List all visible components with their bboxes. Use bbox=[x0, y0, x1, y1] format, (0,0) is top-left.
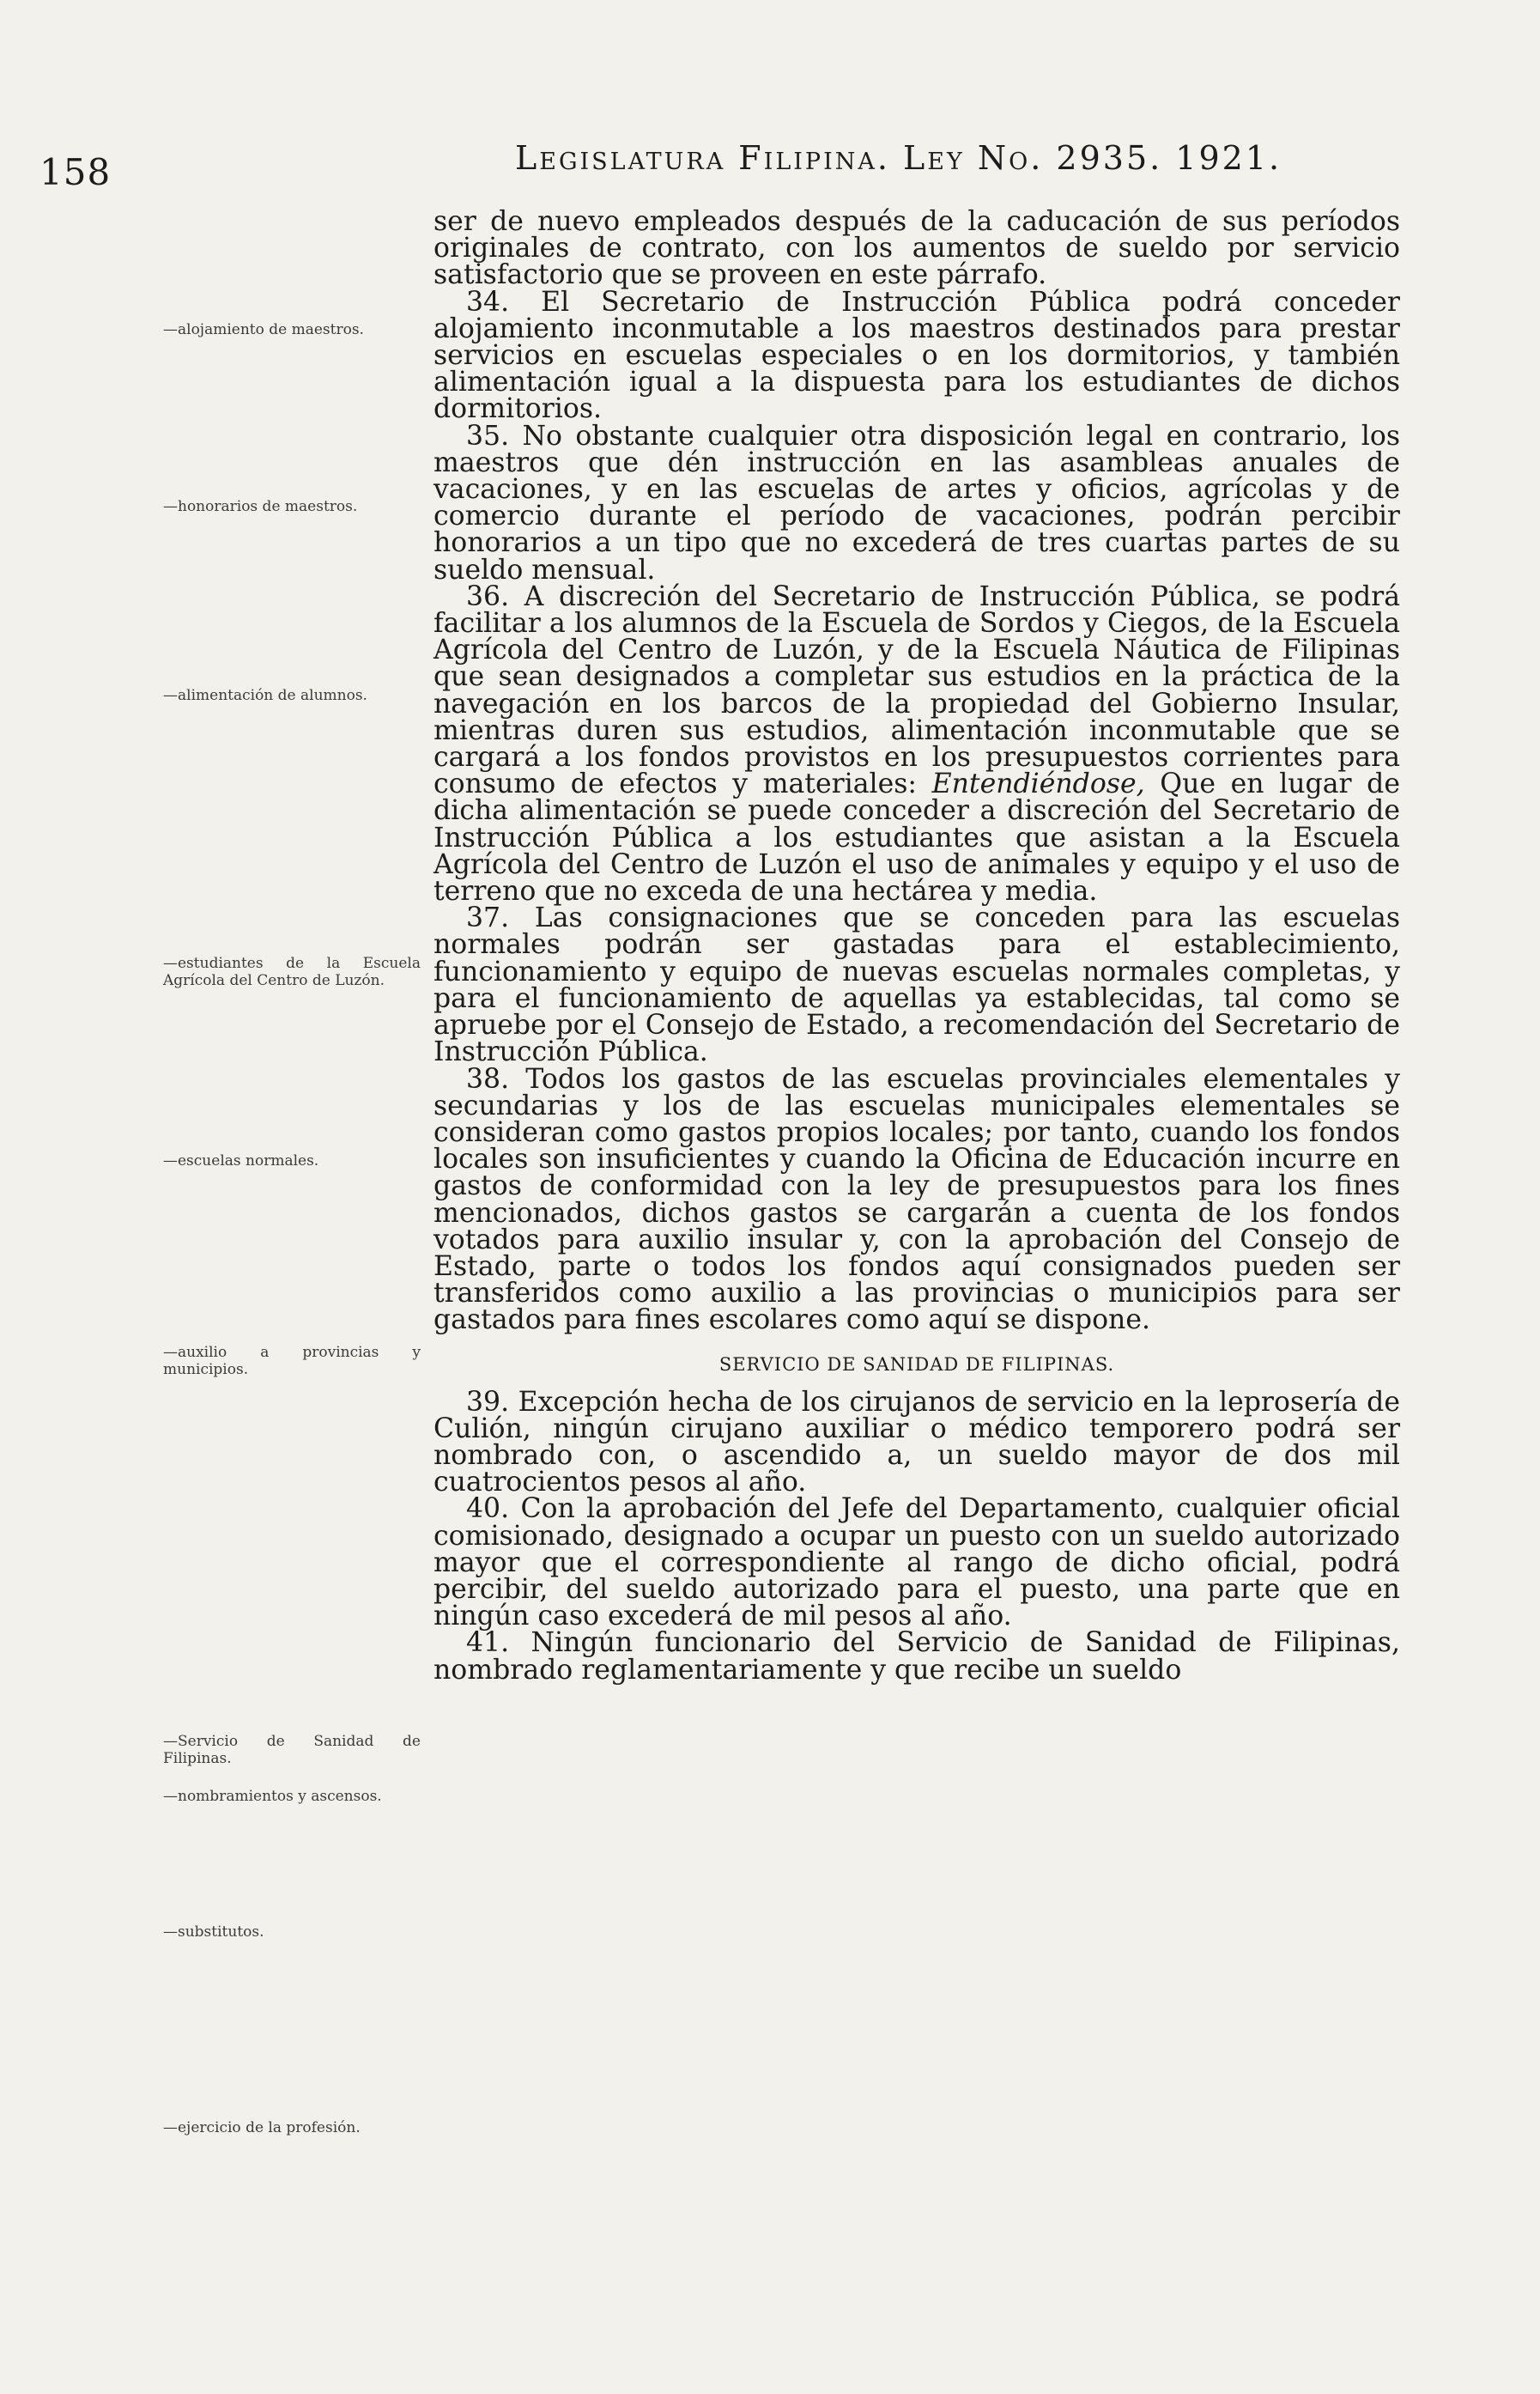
paragraph-36-part-a: 36. A discreción del Secretario de Instrucción Pública, se podrá facilitar a los alumnos de la Escuela de Sordos y Ciegos, de la Escuela Agrícola del Centro de Luzón, y de la Escuela Náutica de Filipinas que sean designados a completar sus estudios en la práctica de la navegación en los barcos de la propiedad del Gobierno Insular, mientras duren sus estudios, alimentación inconmutable que se cargará a los fondos provistos en los presupuestos corrientes para consumo de efectos y materiales: bbox=[434, 580, 1400, 800]
paragraph-38: 38. Todos los gastos de las escuelas provinciales elementales y secundarias y los de las escuelas municipales elementales se consideran como gastos propios locales; por tanto, cuando los fondos locales son insuficientes y cuando la Oficina de Educación incurre en gastos de conformidad con la ley de presupuestos para los fines mencionados, dichos gastos se cargarán a cuenta de los fondos votados para auxilio insular y, con la aprobación del Consejo de Estado, parte o todos los fondos aquí consignados pueden ser transferidos como auxilio a las provincias o municipios para ser gastados para fines escolares como aquí se dispone. bbox=[434, 1063, 1400, 1336]
margin-note-alojamiento: —alojamiento de maestros. bbox=[163, 321, 364, 338]
section-heading: SERVICIO DE SANIDAD DE FILIPINAS. bbox=[718, 1353, 1115, 1375]
margin-note-ejercicio: —ejercicio de la profesión. bbox=[163, 2119, 361, 2136]
margin-note-auxilio: —auxilio a provincias y municipios. bbox=[163, 1344, 421, 1378]
margin-note-nombramientos: —nombramientos y ascensos. bbox=[163, 1788, 382, 1805]
paragraph-34: 34. El Secretario de Instrucción Pública podrá conceder alojamiento inconmutable a los maestros destinados para prestar servicios en escuelas especiales o en los dormitorios, y también alimentación igual a la dispuesta para los estudiantes de dichos dormitorios. bbox=[434, 286, 1400, 425]
margin-note-honorarios: —honorarios de maestros. bbox=[163, 498, 358, 515]
paragraph-41: 41. Ningún funcionario del Servicio de Sanidad de Filipinas, nombrado reglamentariamente y que recibe un sueldo bbox=[434, 1627, 1400, 1686]
paragraph-continued: ser de nuevo empleados después de la caducación de sus períodos originales de contrato, con los aumentos de sueldo por servicio satisfactorio que se proveen en este párrafo. bbox=[434, 206, 1400, 291]
margin-note-escuelas-normales: —escuelas normales. bbox=[163, 1152, 319, 1170]
paragraph-40: 40. Con la aprobación del Jefe del Departamento, cualquier oficial comisionado, designado a ocupar un puesto con un sueldo autorizado mayor que el correspondiente al rango de dicho oficial, podrá percibir, del sueldo autorizado para el puesto, una parte que en ningún caso excederá de mil pesos al año. bbox=[434, 1493, 1400, 1632]
margin-note-estudiantes: —estudiantes de la Escuela Agrícola del Centro de Luzón. bbox=[163, 955, 421, 989]
margin-notes bbox=[163, 0, 421, 2394]
page-number: 158 bbox=[39, 151, 112, 193]
paragraph-37: 37. Las consignaciones que se conceden para las escuelas normales podrán ser gastadas para el establecimiento, funcionamiento y equipo de nuevas escuelas normales completas, y para el funcionamiento de aquellas ya establecidas, tal como se apruebe por el Consejo de Estado, a recomendación del Secretario de Instrucción Pública. bbox=[434, 902, 1400, 1068]
running-title: Legislatura Filipina. Ley No. 2935. 1921. bbox=[515, 139, 1282, 177]
body-text bbox=[434, 206, 1400, 1686]
margin-note-substitutos: —substitutos. bbox=[163, 1923, 264, 1941]
paragraph-36-part-b: Que en lugar de dicha alimentación se puede conceder a discreción del Secretario de Instrucción Pública a los estudiantes que asistan a la Escuela Agrícola del Centro de Luzón el uso de animales y equipo y el uso de terreno que no exceda de una hectárea y media. bbox=[434, 769, 1400, 908]
margin-note-alimentacion: —alimentación de alumnos. bbox=[163, 687, 367, 704]
paragraph-39: 39. Excepción hecha de los cirujanos de servicio en la leprosería de Culión, ningún cirujano auxiliar o médico temporero podrá ser nombrado con, o ascendido a, un sueldo mayor de dos mil cuatrocientos pesos al año. bbox=[434, 1386, 1400, 1498]
paragraph-36-proviso: Entendiéndose, bbox=[931, 769, 1145, 800]
paragraph-36 bbox=[434, 580, 1400, 908]
margin-note-servicio-sanidad: —Servicio de Sanidad de Filipinas. bbox=[163, 1733, 421, 1767]
paragraph-35: 35. No obstante cualquier otra disposición legal en contrario, los maestros que dén instrucción en las asambleas anuales de vacaciones, y en las escuelas de artes y oficios, agrícolas y de comercio durante el período de vacaciones, podrán percibir honorarios a un tipo que no excederá de tres cuartas partes de su sueldo mensual. bbox=[434, 420, 1400, 586]
